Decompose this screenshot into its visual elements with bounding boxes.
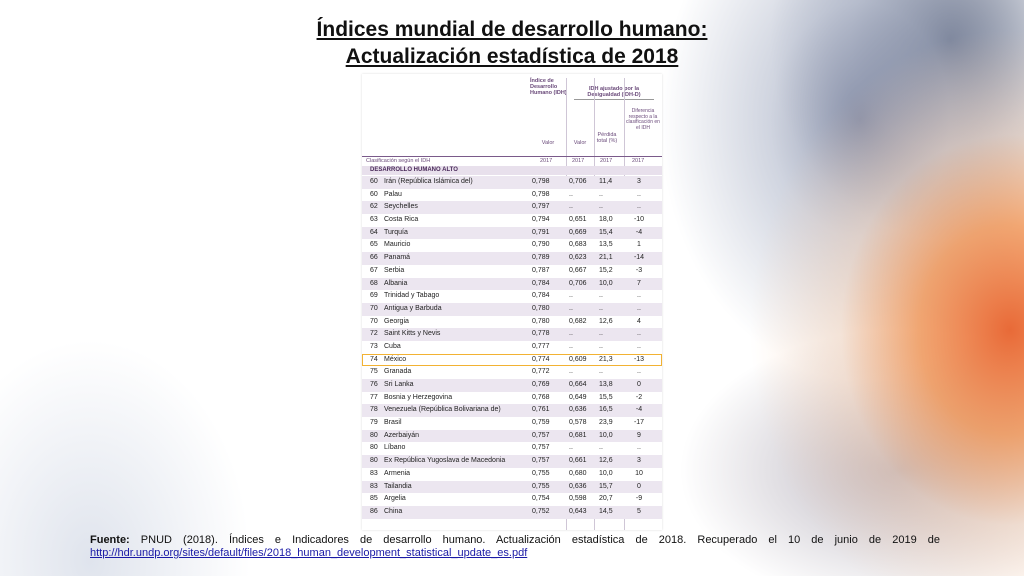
diff-cell: -3 bbox=[635, 266, 643, 274]
idh-value-cell: 0,759 bbox=[532, 419, 550, 427]
loss-cell: 21,3 bbox=[599, 355, 613, 363]
country-cell: Cuba bbox=[384, 342, 401, 350]
rank-cell: 83 bbox=[370, 482, 378, 490]
country-cell: Irán (República Islámica del) bbox=[384, 178, 473, 185]
table-row bbox=[362, 252, 662, 265]
country-cell: Serbia bbox=[384, 266, 405, 274]
table-row bbox=[362, 392, 662, 405]
rank-cell: 60 bbox=[370, 190, 378, 198]
country-cell: Panamá bbox=[384, 254, 411, 262]
table-header bbox=[362, 74, 662, 156]
diff-cell: 9 bbox=[637, 431, 641, 439]
idhd-value-cell: .. bbox=[569, 342, 573, 350]
idh-value-cell: 0,754 bbox=[532, 495, 550, 503]
table-row bbox=[362, 442, 662, 455]
idhd-value-cell: 0,578 bbox=[569, 419, 587, 427]
idh-value-cell: 0,789 bbox=[532, 254, 550, 262]
table-row bbox=[362, 278, 662, 291]
country-cell: Sri Lanka bbox=[384, 381, 414, 388]
country-cell: Trinidad y Tabago bbox=[384, 292, 440, 300]
loss-cell: 12,6 bbox=[599, 317, 613, 325]
idh-value-cell: 0,794 bbox=[532, 216, 550, 224]
loss-cell: 11,4 bbox=[599, 178, 613, 185]
table-row bbox=[362, 227, 662, 240]
rank-cell: 73 bbox=[370, 342, 378, 350]
loss-cell: 12,6 bbox=[599, 457, 613, 465]
loss-cell: .. bbox=[599, 342, 603, 350]
year-label: 2017 bbox=[632, 158, 645, 164]
header-perdida: Pérdida total (%) bbox=[596, 132, 618, 144]
loss-cell: 15,2 bbox=[599, 266, 613, 274]
idhd-value-cell: 0,680 bbox=[569, 469, 587, 477]
rank-cell: 72 bbox=[370, 330, 378, 338]
idh-value-cell: 0,780 bbox=[532, 317, 550, 325]
slide-title bbox=[0, 16, 1024, 70]
idh-value-cell: 0,757 bbox=[532, 431, 550, 439]
idhd-value-cell: 0,706 bbox=[569, 279, 587, 287]
idh-value-cell: 0,768 bbox=[532, 393, 550, 401]
idh-value-cell: 0,790 bbox=[532, 241, 550, 249]
loss-cell: 16,5 bbox=[599, 406, 613, 414]
loss-cell: .. bbox=[599, 292, 603, 300]
idhd-value-cell: 0,598 bbox=[569, 495, 587, 503]
idh-value-cell: 0,769 bbox=[532, 381, 550, 388]
rank-cell: 80 bbox=[370, 457, 378, 465]
diff-cell: 1 bbox=[637, 241, 641, 249]
diff-cell: -4 bbox=[635, 406, 643, 414]
diff-cell: .. bbox=[637, 342, 641, 350]
idh-value-cell: 0,757 bbox=[532, 444, 550, 452]
diff-cell: 0 bbox=[637, 381, 641, 388]
idh-value-cell: 0,755 bbox=[532, 469, 550, 477]
loss-cell: 23,9 bbox=[599, 419, 613, 427]
diff-cell: -4 bbox=[635, 228, 643, 236]
table-row bbox=[362, 506, 662, 519]
rank-cell: 80 bbox=[370, 431, 378, 439]
table-row bbox=[362, 341, 662, 354]
rank-cell: 79 bbox=[370, 419, 378, 427]
country-cell: México bbox=[384, 355, 407, 363]
table-body bbox=[362, 176, 662, 519]
idhd-value-cell: 0,683 bbox=[569, 241, 587, 249]
country-cell: Palau bbox=[384, 190, 402, 198]
idh-value-cell: 0,757 bbox=[532, 457, 550, 465]
idh-value-cell: 0,774 bbox=[532, 355, 550, 363]
table-row bbox=[362, 303, 662, 316]
header-valor: Valor bbox=[541, 140, 555, 146]
idhd-value-cell: .. bbox=[569, 444, 573, 452]
loss-cell: 21,1 bbox=[599, 254, 613, 262]
header-valor2: Valor bbox=[573, 140, 587, 146]
header-idhd: IDH ajustado por la Desigualdad (IDH-D) bbox=[574, 86, 654, 100]
source-text: PNUD (2018). Índices e Indicadores de desarrollo humano. Actualización estadística de 2018. Recuperado el 10 de junio de 2019 de bbox=[129, 534, 940, 546]
slide-title-line2: Actualización estadística de 2018 bbox=[345, 45, 679, 68]
idh-value-cell: 0,784 bbox=[532, 279, 550, 287]
idh-value-cell: 0,755 bbox=[532, 482, 550, 490]
loss-cell: 10,0 bbox=[599, 279, 613, 287]
rank-cell: 83 bbox=[370, 469, 378, 477]
idhd-value-cell: 0,623 bbox=[569, 254, 587, 262]
idhd-value-cell: 0,609 bbox=[569, 355, 587, 363]
rank-cell: 74 bbox=[370, 355, 378, 363]
diff-cell: -14 bbox=[633, 254, 645, 262]
country-cell: Líbano bbox=[384, 444, 406, 452]
diff-cell: 0 bbox=[637, 482, 641, 490]
loss-cell: .. bbox=[599, 444, 603, 452]
rank-cell: 65 bbox=[370, 241, 378, 249]
loss-cell: 20,7 bbox=[599, 495, 613, 503]
loss-cell: .. bbox=[599, 330, 603, 338]
idhd-value-cell: 0,643 bbox=[569, 507, 587, 515]
country-cell: Argelia bbox=[384, 495, 406, 503]
source-link[interactable]: http://hdr.undp.org/sites/default/files/2018_human_development_statistical_update_es.pdf bbox=[90, 547, 528, 559]
diff-cell: .. bbox=[637, 190, 641, 198]
idh-value-cell: 0,798 bbox=[532, 190, 550, 198]
country-cell: Seychelles bbox=[384, 203, 418, 211]
loss-cell: 15,7 bbox=[599, 482, 613, 490]
table-row bbox=[362, 316, 662, 329]
rank-cell: 63 bbox=[370, 216, 378, 224]
idhd-value-cell: .. bbox=[569, 203, 573, 211]
table-row-highlighted bbox=[362, 354, 662, 367]
loss-cell: 15,5 bbox=[599, 393, 613, 401]
table-row bbox=[362, 265, 662, 278]
rank-cell: 64 bbox=[370, 228, 378, 236]
rank-cell: 60 bbox=[370, 178, 378, 185]
diff-cell: .. bbox=[637, 292, 641, 300]
diff-cell: .. bbox=[637, 304, 641, 312]
idh-value-cell: 0,784 bbox=[532, 292, 550, 300]
rank-cell: 66 bbox=[370, 254, 378, 262]
hdi-table-image bbox=[362, 74, 662, 530]
source-note bbox=[90, 534, 940, 560]
country-cell: Georgia bbox=[384, 317, 409, 325]
rank-cell: 76 bbox=[370, 381, 378, 388]
diff-cell: .. bbox=[637, 203, 641, 211]
idhd-value-cell: .. bbox=[569, 304, 573, 312]
country-cell: Azerbaiyán bbox=[384, 431, 420, 439]
idhd-value-cell: 0,706 bbox=[569, 178, 587, 185]
table-row bbox=[362, 328, 662, 341]
diff-cell: .. bbox=[637, 368, 641, 376]
country-cell: China bbox=[384, 507, 403, 515]
idh-value-cell: 0,780 bbox=[532, 304, 550, 312]
idhd-value-cell: 0,667 bbox=[569, 266, 587, 274]
table-row bbox=[362, 493, 662, 506]
loss-cell: 13,5 bbox=[599, 241, 613, 249]
idhd-value-cell: 0,649 bbox=[569, 393, 587, 401]
rank-cell: 69 bbox=[370, 292, 378, 300]
rank-cell: 85 bbox=[370, 495, 378, 503]
section-heading: DESARROLLO HUMANO ALTO bbox=[362, 166, 662, 175]
idhd-value-cell: 0,664 bbox=[569, 381, 587, 388]
table-row bbox=[362, 189, 662, 202]
table-row bbox=[362, 239, 662, 252]
idhd-value-cell: .. bbox=[569, 292, 573, 300]
loss-cell: .. bbox=[599, 203, 603, 211]
diff-cell: 7 bbox=[637, 279, 641, 287]
header-diferencia: Diferencia respecto a la clasificación en el IDH bbox=[626, 108, 660, 131]
rank-cell: 77 bbox=[370, 393, 378, 401]
country-cell: Saint Kitts y Nevis bbox=[384, 330, 441, 338]
idhd-value-cell: 0,661 bbox=[569, 457, 587, 465]
diff-cell: 4 bbox=[637, 317, 641, 325]
country-cell: Armenia bbox=[384, 469, 411, 477]
loss-cell: 10,0 bbox=[599, 469, 613, 477]
country-cell: Granada bbox=[384, 368, 412, 376]
diff-cell: .. bbox=[637, 444, 641, 452]
diff-cell: 3 bbox=[637, 457, 641, 465]
idhd-value-cell: 0,636 bbox=[569, 406, 587, 414]
idhd-value-cell: 0,651 bbox=[569, 216, 587, 224]
idh-value-cell: 0,787 bbox=[532, 266, 550, 274]
idhd-value-cell: 0,681 bbox=[569, 431, 587, 439]
rank-cell: 86 bbox=[370, 507, 378, 515]
idhd-value-cell: .. bbox=[569, 368, 573, 376]
rank-cell: 80 bbox=[370, 444, 378, 452]
diff-cell: -10 bbox=[633, 216, 645, 224]
diff-cell: 10 bbox=[635, 469, 643, 477]
table-row bbox=[362, 379, 662, 392]
year-label: 2017 bbox=[572, 158, 585, 164]
country-cell: Costa Rica bbox=[384, 216, 419, 224]
rank-cell: 70 bbox=[370, 317, 378, 325]
idhd-value-cell: .. bbox=[569, 330, 573, 338]
country-cell: Mauricio bbox=[384, 241, 411, 249]
idh-value-cell: 0,772 bbox=[532, 368, 550, 376]
diff-cell: -17 bbox=[633, 419, 645, 427]
diff-cell: -9 bbox=[635, 495, 643, 503]
table-row bbox=[362, 290, 662, 303]
rank-cell: 75 bbox=[370, 368, 378, 376]
idh-value-cell: 0,798 bbox=[532, 178, 550, 185]
table-row bbox=[362, 468, 662, 481]
loss-cell: 15,4 bbox=[599, 228, 613, 236]
diff-cell: 3 bbox=[637, 178, 641, 185]
year-label: 2017 bbox=[600, 158, 613, 164]
header-clasificacion: Clasificación según el IDH bbox=[366, 158, 431, 164]
source-label: Fuente: bbox=[90, 534, 130, 546]
diff-cell: -2 bbox=[635, 393, 643, 401]
table-row bbox=[362, 214, 662, 227]
loss-cell: 13,8 bbox=[599, 381, 613, 388]
loss-cell: 18,0 bbox=[599, 216, 613, 224]
country-cell: Bosnia y Herzegovina bbox=[384, 393, 453, 401]
table-row bbox=[362, 404, 662, 417]
table-row bbox=[362, 366, 662, 379]
idh-value-cell: 0,777 bbox=[532, 342, 550, 350]
diff-cell: 5 bbox=[637, 507, 641, 515]
loss-cell: .. bbox=[599, 304, 603, 312]
idh-value-cell: 0,761 bbox=[532, 406, 550, 414]
table-row bbox=[362, 417, 662, 430]
diff-cell: .. bbox=[637, 330, 641, 338]
table-row bbox=[362, 455, 662, 468]
country-cell: Turquía bbox=[384, 228, 408, 236]
country-cell: Brasil bbox=[384, 419, 402, 427]
loss-cell: .. bbox=[599, 368, 603, 376]
rank-cell: 70 bbox=[370, 304, 378, 312]
rank-cell: 68 bbox=[370, 279, 378, 287]
table-row bbox=[362, 176, 662, 189]
table-row bbox=[362, 201, 662, 214]
country-cell: Albania bbox=[384, 279, 408, 287]
idhd-value-cell: 0,669 bbox=[569, 228, 587, 236]
country-cell: Tailandia bbox=[384, 482, 412, 490]
idh-value-cell: 0,778 bbox=[532, 330, 550, 338]
loss-cell: 10,0 bbox=[599, 431, 613, 439]
loss-cell: 14,5 bbox=[599, 507, 613, 515]
table-row bbox=[362, 481, 662, 494]
header-idh: Índice de Desarrollo Humano (IDH) bbox=[530, 78, 567, 96]
year-label: 2017 bbox=[540, 158, 553, 164]
table-row bbox=[362, 430, 662, 443]
diff-cell: -13 bbox=[633, 355, 645, 363]
idhd-value-cell: 0,636 bbox=[569, 482, 587, 490]
idh-value-cell: 0,791 bbox=[532, 228, 550, 236]
idh-value-cell: 0,797 bbox=[532, 203, 550, 211]
country-cell: Ex República Yugoslava de Macedonia bbox=[384, 457, 506, 465]
rank-cell: 62 bbox=[370, 203, 378, 211]
rank-cell: 67 bbox=[370, 266, 378, 274]
loss-cell: .. bbox=[599, 190, 603, 198]
slide-title-line1: Índices mundial de desarrollo humano: bbox=[316, 18, 708, 41]
idhd-value-cell: .. bbox=[569, 190, 573, 198]
rank-cell: 78 bbox=[370, 406, 378, 414]
country-cell: Antigua y Barbuda bbox=[384, 304, 442, 312]
idh-value-cell: 0,752 bbox=[532, 507, 550, 515]
idhd-value-cell: 0,682 bbox=[569, 317, 587, 325]
country-cell: Venezuela (República Bolivariana de) bbox=[384, 406, 501, 414]
